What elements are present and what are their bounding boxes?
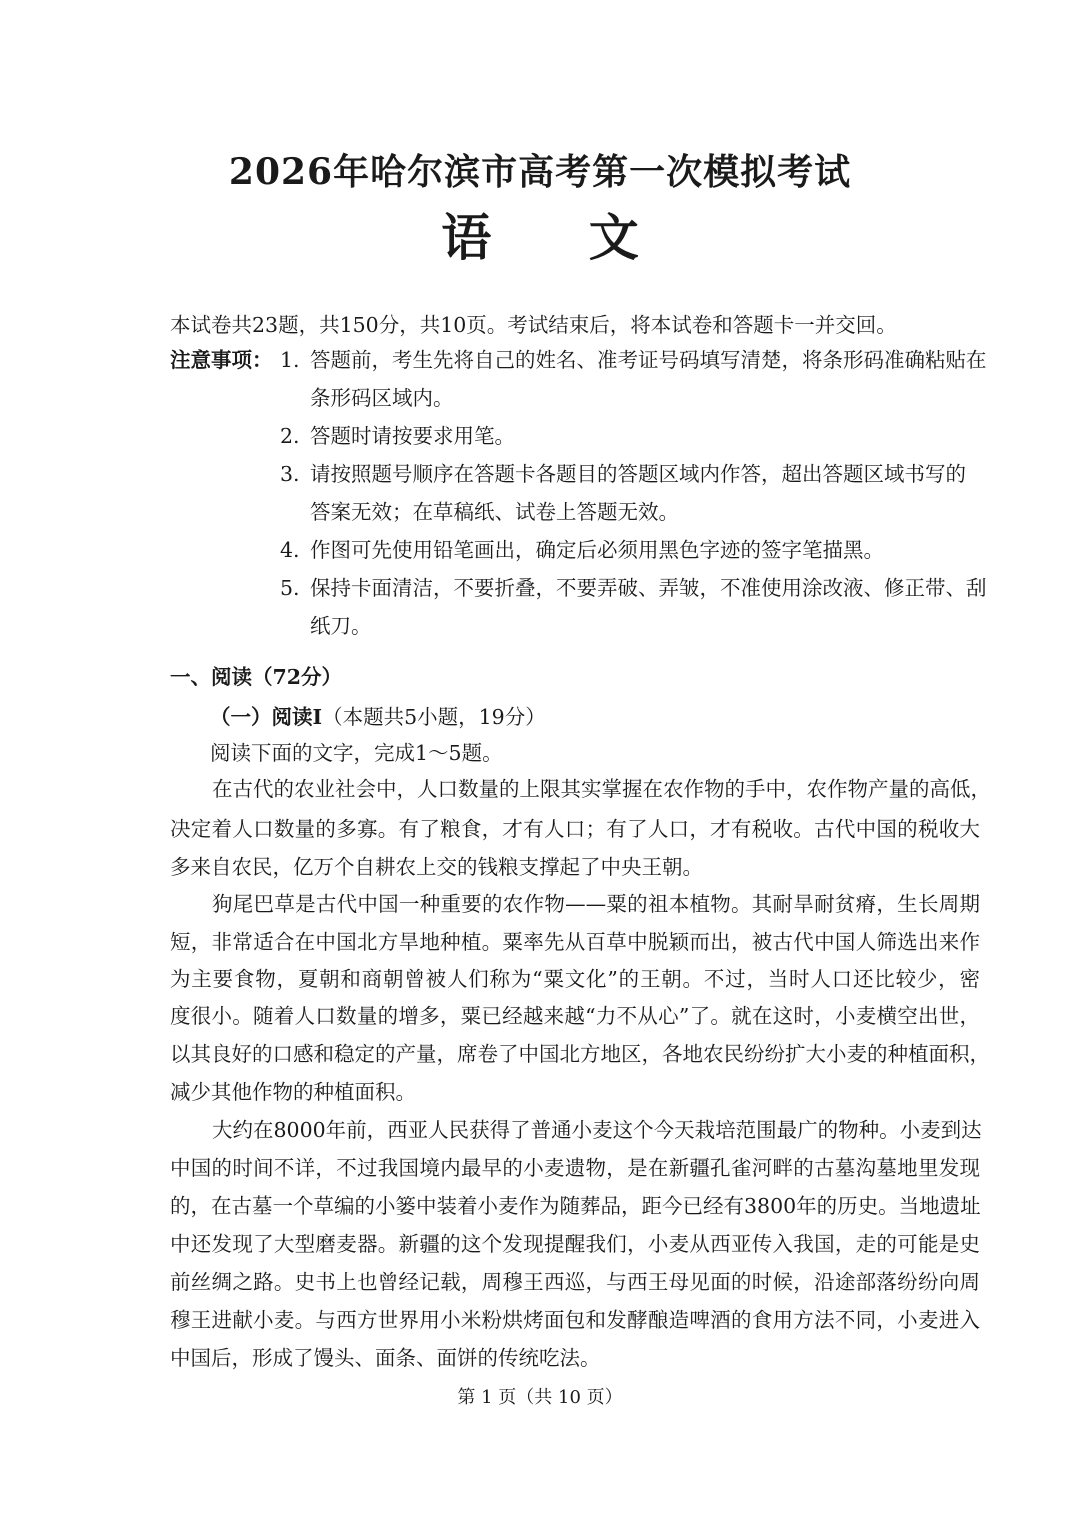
passage-line: 以其良好的口感和稳定的产量，席卷了中国北方地区，各地农民纷纷扩大小麦的种植面积， [170,1042,990,1066]
subject-title: 语 文 [441,208,679,267]
exam-intro: 本试卷共23题，共150分，共10页。考试结束后，将本试卷和答题卡一并交回。 [170,313,897,337]
passage-line: 穆王进献小麦。与西方世界用小米粉烘烤面包和发酵酿造啤酒的食用方法不同，小麦进入 [170,1308,980,1332]
note-text: 答题前，考生先将自己的姓名、准考证号码填写清楚，将条形码准确粘贴在 [310,348,987,372]
note-text: 答题时请按要求用笔。 [310,424,515,448]
passage-line: 大约在8000年前，西亚人民获得了普通小麦这个今天栽培范围最广的物种。小麦到达 [212,1118,982,1142]
reading-instruction: 阅读下面的文字，完成1～5题。 [210,741,503,765]
passage-line: 中国后，形成了馒头、面条、面饼的传统吃法。 [170,1346,601,1370]
exam-title: 2026年哈尔滨市高考第一次模拟考试 [228,151,852,193]
subsection-heading [210,702,546,732]
note-item [280,535,884,565]
passage-line: 短，非常适合在中国北方旱地种植。粟率先从百草中脱颖而出，被古代中国人筛选出来作 [170,930,980,954]
note-text: 作图可先使用铅笔画出，确定后必须用黑色字迹的签字笔描黑。 [310,538,884,562]
note-item [280,573,987,603]
note-number: 2. [280,424,300,448]
note-text-continued: 答案无效；在草稿纸、试卷上答题无效。 [310,500,679,524]
passage-line: 中还发现了大型磨麦器。新疆的这个发现提醒我们，小麦从西亚传入我国，走的可能是史 [170,1232,980,1256]
subsection-detail: （本题共5小题，19分） [322,705,546,729]
section-heading: 一、阅读（72分） [170,665,343,689]
passage-line: 多来自农民，亿万个自耕农上交的钱粮支撑起了中央王朝。 [170,855,703,879]
notes-label: 注意事项： [170,348,273,372]
note-item [280,459,966,489]
note-text-continued: 纸刀。 [310,614,372,638]
note-item [280,345,987,375]
note-number: 4. [280,538,300,562]
passage-line: 减少其他作物的种植面积。 [170,1080,416,1104]
subsection-label: （一）阅读Ⅰ [210,705,323,729]
passage-line: 狗尾巴草是古代中国一种重要的农作物——粟的祖本植物。其耐旱耐贫瘠，生长周期 [212,892,980,916]
note-number: 3. [280,462,300,486]
note-text: 保持卡面清洁，不要折叠，不要弄破、弄皱，不准使用涂改液、修正带、刮 [310,576,987,600]
note-number: 1. [280,348,300,372]
passage-line: 中国的时间不详，不过我国境内最早的小麦遗物，是在新疆孔雀河畔的古墓沟墓地里发现 [170,1156,980,1180]
note-text-continued: 条形码区域内。 [310,386,454,410]
passage-line: 的，在古墓一个草编的小篓中装着小麦作为随葬品，距今已经有3800年的历史。当地遗址 [170,1194,981,1218]
passage-line: 为主要食物，夏朝和商朝曾被人们称为“粟文化”的王朝。不过，当时人口还比较少，密 [170,967,980,991]
note-text: 请按照题号顺序在答题卡各题目的答题区域内作答，超出答题区域书写的 [310,462,966,486]
passage-line: 在古代的农业社会中，人口数量的上限其实掌握在农作物的手中，农作物产量的高低， [212,777,991,801]
note-number: 5. [280,576,300,600]
note-item [280,421,515,451]
page-footer: 第 1 页（共 10 页） [457,1387,623,1408]
passage-line: 前丝绸之路。史书上也曾经记载，周穆王西巡，与西王母见面的时候，沿途部落纷纷向周 [170,1270,980,1294]
passage-line: 度很小。随着人口数量的增多，粟已经越来越“力不从心”了。就在这时，小麦横空出世， [170,1004,980,1028]
passage-line: 决定着人口数量的多寡。有了粮食，才有人口；有了人口，才有税收。古代中国的税收大 [170,817,980,841]
